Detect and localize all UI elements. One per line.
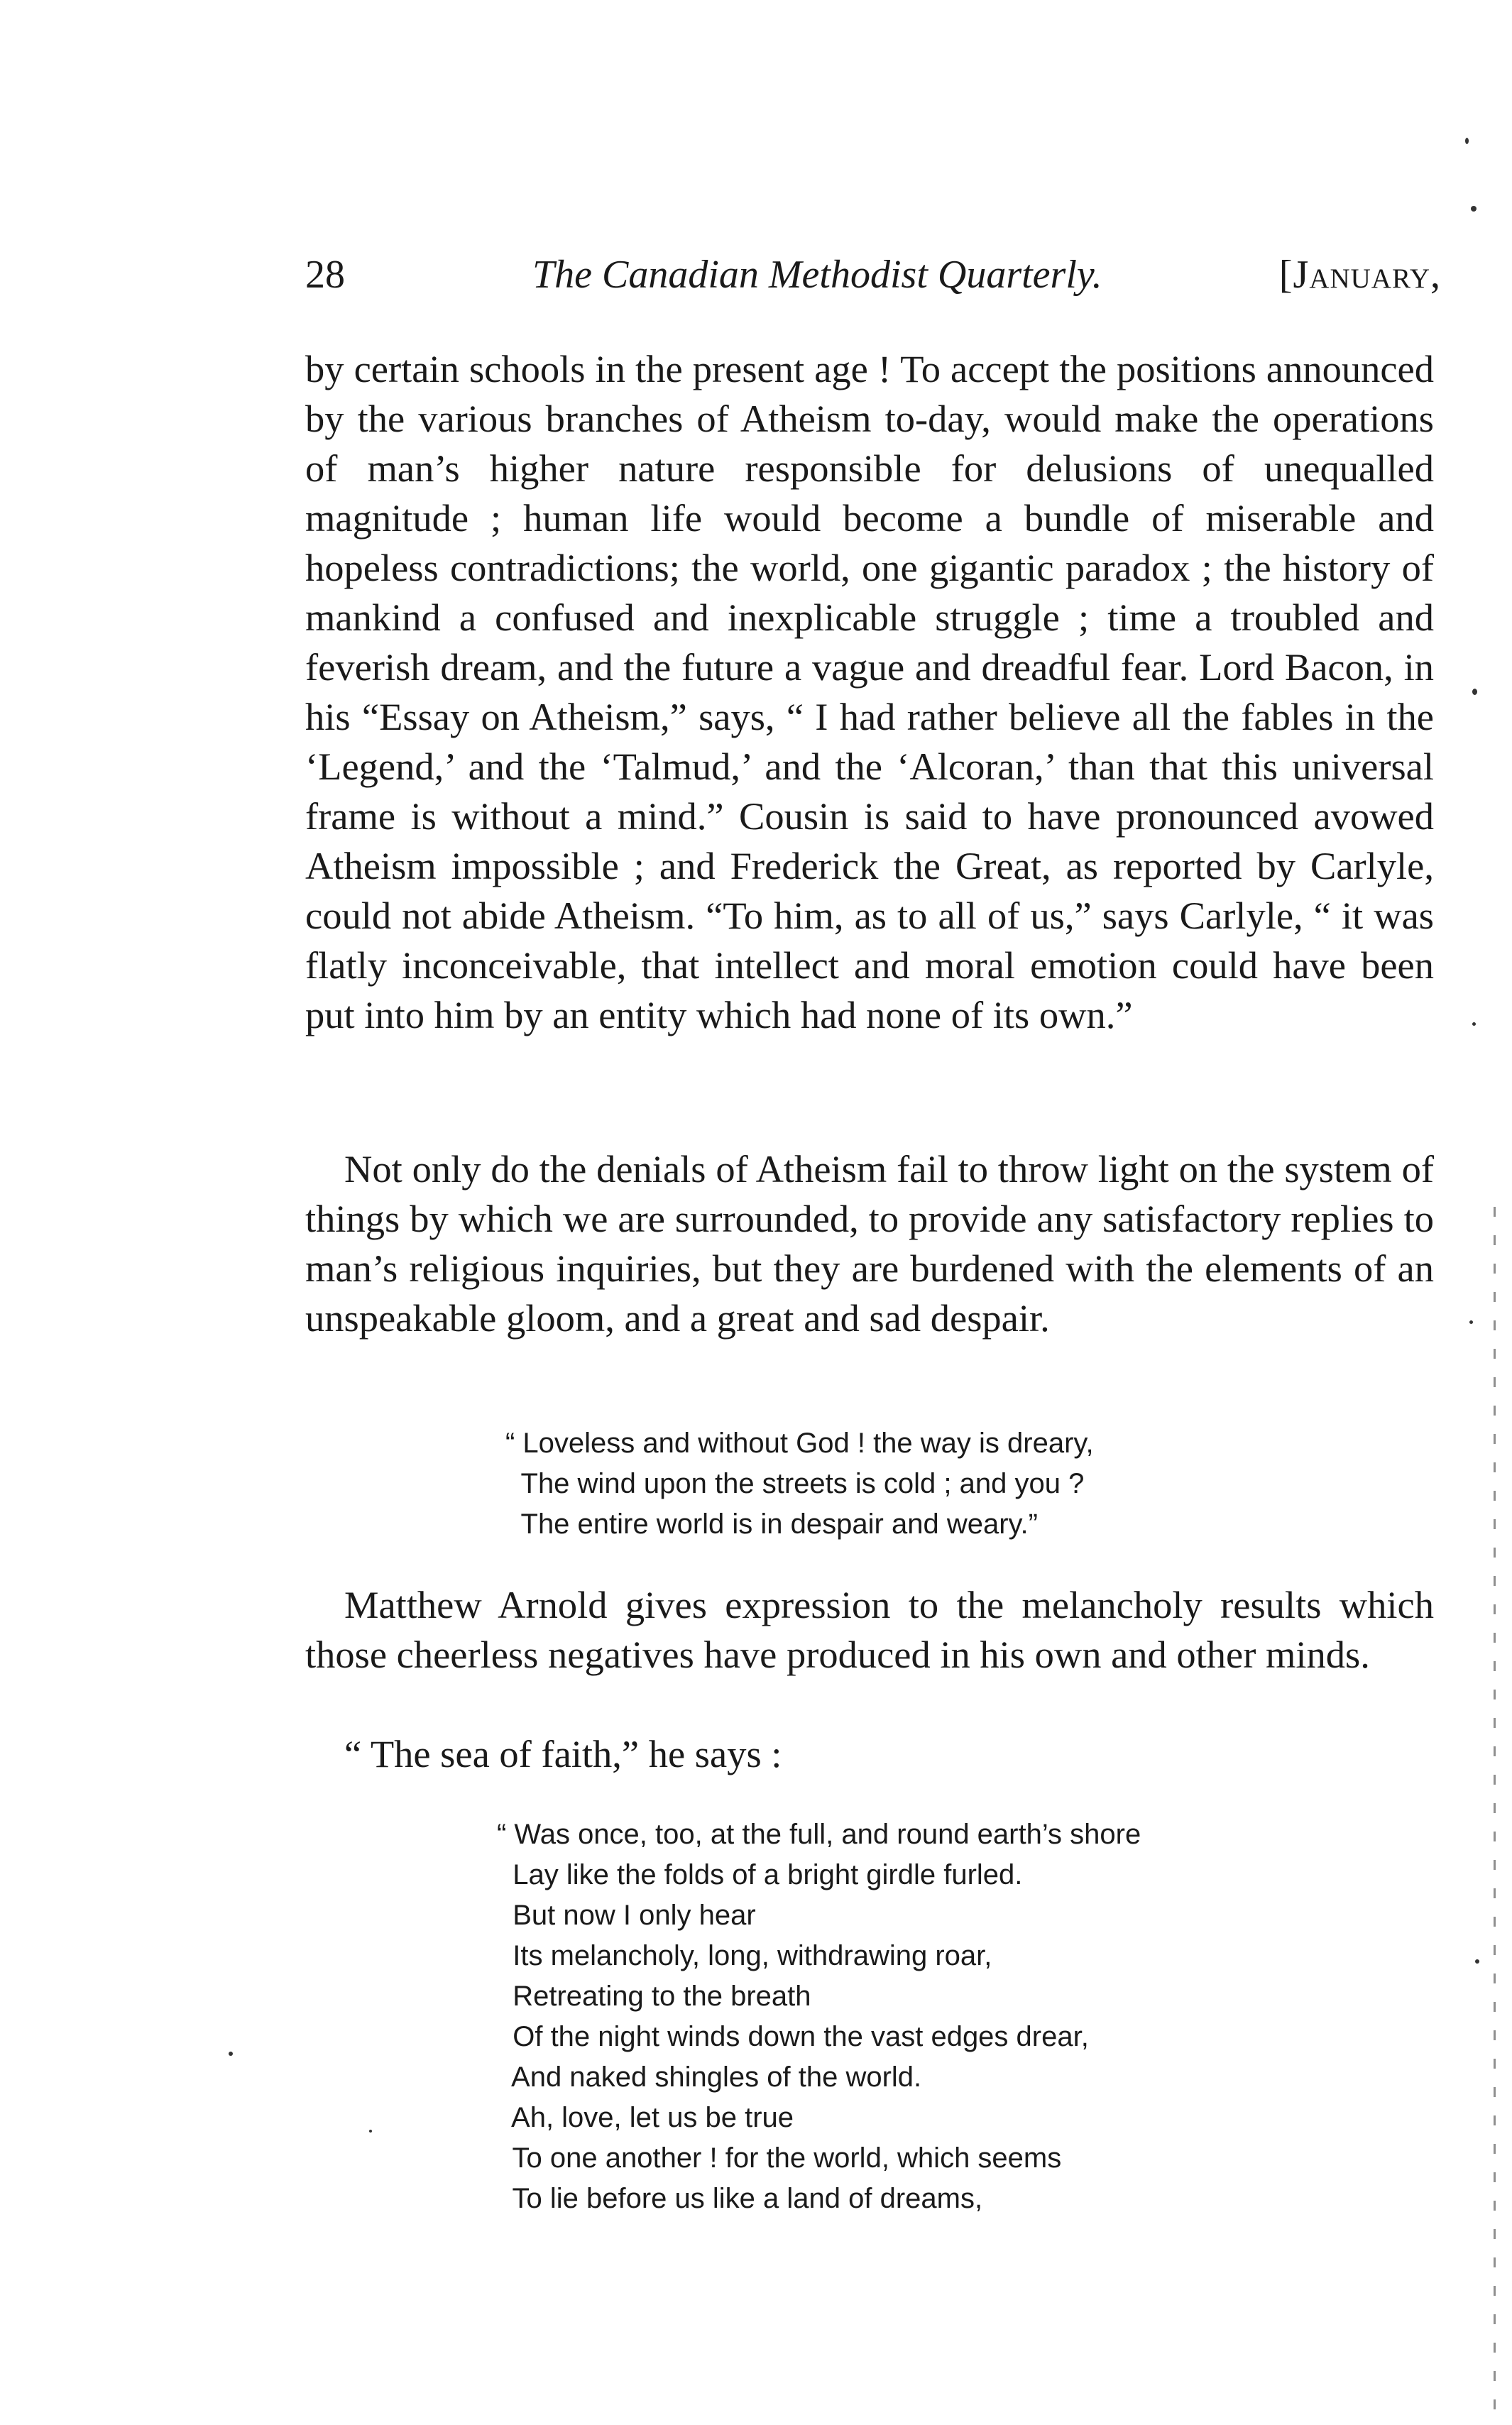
poem-line: “ Was once, too, at the full, and round earth’s shore: [497, 1819, 1141, 1850]
poem-line: The entire world is in despair and weary.”: [505, 1509, 1038, 1540]
scan-speck: [1472, 1022, 1476, 1026]
paragraph-atheism-positions: by certain schools in the present age ! To accept the positions announced by the various branches of Atheism to-day, would make the operations of man’s higher nature responsible for delusions of unequalled magnitude ; human life would become a bundle of miserable and hopeless contradictions; the world, one gigantic paradox ; the history of mankind a confused and inexplicable struggle ; time a troubled and feverish dream, and the future a vague and dreadful fear. Lord Bacon, in his “Essay on Atheism,” says, “ I had rather believe all the fables in the ‘Legend,’ and the ‘Talmud,’ and the ‘Alcoran,’ than that this universal frame is without a mind.” Cousin is said to have pronounced avowed Atheism impossible ; and Frederick the Great, as reported by Carlyle, could not abide Atheism. “To him, as to all of us,” says Carlyle, “ it was flatly inconceivable, that intellect and moral emotion could have been put into him by an entity which had none of its own.”: [305, 347, 1434, 1036]
poem-line: Retreating to the breath: [497, 1981, 811, 2012]
page-number: 28: [305, 253, 345, 297]
scan-speck: [1471, 206, 1477, 212]
poem-line: Lay like the folds of a bright girdle furled.: [497, 1859, 1023, 1890]
scan-speck: [1472, 689, 1477, 695]
poem-line: But now I only hear: [497, 1900, 756, 1931]
issue-month: [January,: [1278, 253, 1441, 297]
poem-dover-beach: [497, 1814, 1141, 2219]
poem-line: The wind upon the streets is cold ; and you ?: [505, 1468, 1085, 1499]
scan-speck: [229, 2052, 233, 2056]
page-edge-shadow: [1494, 1207, 1496, 2414]
paragraph-sea-of-faith-intro: “ The sea of faith,” he says :: [344, 1732, 782, 1775]
poem-loveless-without-god: [505, 1423, 1094, 1545]
journal-title: The Canadian Methodist Quarterly.: [532, 253, 1102, 297]
poem-line: Its melancholy, long, withdrawing roar,: [497, 1940, 992, 1971]
poem-line: Of the night winds down the vast edges drear,: [497, 2021, 1089, 2052]
paragraph-matthew-arnold: Matthew Arnold gives expression to the melancholy results which those cheerless negatives have produced in his own and other minds.: [305, 1583, 1434, 1676]
paragraph-denials-of-atheism: Not only do the denials of Atheism fail to throw light on the system of things by which we are surrounded, to provide any satisfactory replies to man’s religious inquiries, but they are burdened with the elements of an unspeakable gloom, and a great and sad despair.: [305, 1147, 1434, 1340]
scan-speck: [1465, 138, 1469, 144]
scan-speck: [369, 2130, 372, 2133]
scan-speck: [1469, 1320, 1473, 1324]
poem-line: Ah, love, let us be true: [497, 2102, 794, 2133]
scan-speck: [1475, 1959, 1479, 1964]
running-header: [305, 252, 1441, 309]
poem-line: To one another ! for the world, which seems: [497, 2142, 1062, 2174]
poem-line: To lie before us like a land of dreams,: [497, 2183, 983, 2214]
poem-line: “ Loveless and without God ! the way is dreary,: [505, 1428, 1094, 1459]
poem-line: And naked shingles of the world.: [497, 2062, 922, 2093]
